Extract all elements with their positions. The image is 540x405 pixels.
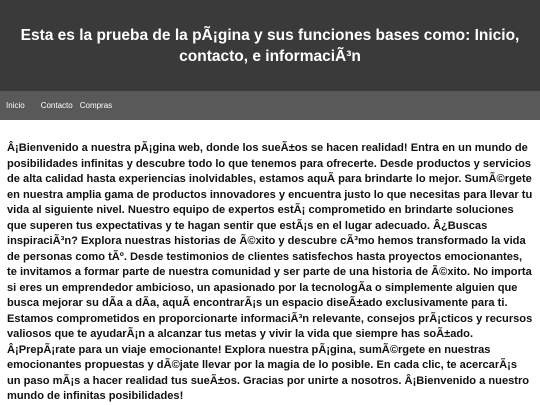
page-header: [0, 0, 540, 91]
nav-link-contacto[interactable]: Contacto: [40, 101, 73, 110]
nav-link-compras[interactable]: Compras: [79, 101, 113, 110]
main-content: [0, 141, 540, 405]
main-nav: [0, 91, 540, 120]
nav-link-inicio[interactable]: Inicio: [6, 101, 25, 110]
page-title: Esta es la prueba de la pÃ¡gina y sus funciones bases como: Inicio, contacto, e informaciÃ³n: [20, 26, 520, 65]
welcome-paragraph: Â¡Bienvenido a nuestra pÃ¡gina web, donde los sueÃ±os se hacen realidad! Entra en un mundo de posibilidades infinitas y descubre todo lo que tenemos para ofrecerte. Desde productos y servicios de alta calidad hasta experiencias inolvidables, estamos aquÃ para brindarte lo mejor. SumÃ©rgete en nuestra amplia gama de productos innovadores y encuentra justo lo que necesitas para llevar tu vida al siguiente nivel. Nuestro equipo de expertos estÃ¡ comprometido en brindarte soluciones que superen tus expectativas y te hagan sentir que estÃ¡s en el lugar adecuado. Â¿Buscas inspiraciÃ³n? Explora nuestras historias de Ã©xito y descubre cÃ³mo hemos transformado la vida de personas como tÃº. Desde testimonios de clientes satisfechos hasta proyectos emocionantes, te invitamos a formar parte de nuestra comunidad y ser parte de una historia de Ã©xito. No importa si eres un emprendedor ambicioso, un apasionado por la tecnologÃa o simplemente alguien que busca mejorar su dÃa a dÃa, aquÃ encontrarÃ¡s un espacio diseÃ±ado exclusivamente para ti. Estamos comprometidos en proporcionarte informaciÃ³n relevante, consejos prÃ¡cticos y recursos valiosos que te ayudarÃ¡n a alcanzar tus metas y vivir la vida que siempre has soÃ±ado. Â¡PrepÃ¡rate para un viaje emocionante! Explora nuestra pÃ¡gina, sumÃ©rgete en nuestras emocionantes propuestas y dÃ©jate llevar por la magia de lo posible. En cada clic, te acercarÃ¡s un paso mÃ¡s a hacer realidad tus sueÃ±os. Gracias por unirte a nosotros. Â¡Bienvenido a nuestro mundo de infinitas posibilidades!: [7, 142, 533, 402]
